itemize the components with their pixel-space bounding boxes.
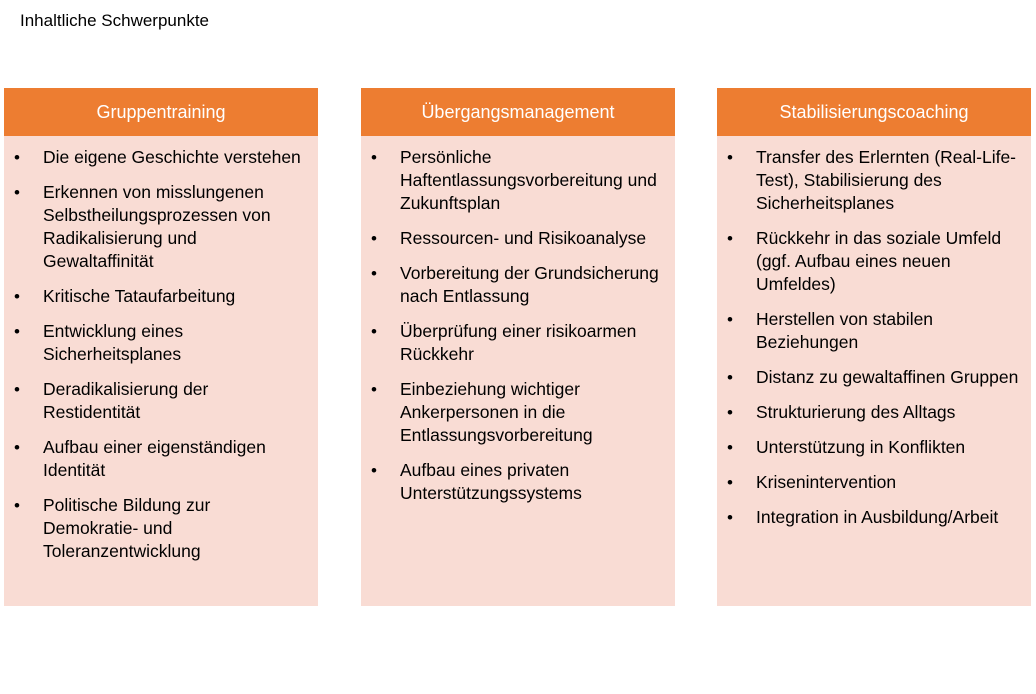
bullet-icon: • — [14, 322, 20, 341]
bullet-icon: • — [727, 310, 733, 329]
list-item: • Überprüfung einer risikoarmen Rückkehr — [371, 321, 637, 364]
list-item: • Politische Bildung zur Demokratie- und Toleranzentwicklung — [14, 495, 211, 561]
list-item: • Entwicklung eines Sicherheitsplanes — [14, 321, 184, 364]
list-item: • Die eigene Geschichte verstehen — [14, 147, 301, 167]
bullet-icon: • — [371, 461, 377, 480]
list-item: • Kritische Tataufarbeitung — [14, 286, 236, 306]
item-list — [717, 136, 1031, 529]
list-item: • Aufbau eines privaten Unterstützungssystems — [371, 460, 582, 503]
column-gruppentraining — [4, 88, 318, 606]
column-stabilisierungscoaching — [717, 88, 1031, 606]
column-uebergangsmanagement — [361, 88, 675, 606]
bullet-icon: • — [727, 403, 733, 422]
list-item: • Deradikalisierung der Restidentität — [14, 379, 209, 422]
bullet-icon: • — [371, 380, 377, 399]
bullet-icon: • — [727, 229, 733, 248]
list-item: • Erkennen von misslungenen Selbstheilungsprozessen von Radikalisierung und Gewaltaffinität — [14, 182, 271, 271]
list-item: • Persönliche Haftentlassungsvorbereitung und Zukunftsplan — [371, 147, 657, 213]
column-header: Übergangsmanagement — [361, 88, 675, 136]
column-header: Gruppentraining — [4, 88, 318, 136]
list-item: • Integration in Ausbildung/Arbeit — [727, 507, 999, 527]
column-header: Stabilisierungscoaching — [717, 88, 1031, 136]
item-list — [361, 136, 675, 505]
bullet-icon: • — [727, 438, 733, 457]
bullet-icon: • — [14, 380, 20, 399]
list-item: • Strukturierung des Alltags — [727, 402, 956, 422]
bullet-icon: • — [14, 183, 20, 202]
bullet-icon: • — [727, 473, 733, 492]
bullet-icon: • — [371, 264, 377, 283]
list-item: • Aufbau einer eigenständigen Identität — [14, 437, 266, 480]
bullet-icon: • — [14, 496, 20, 515]
bullet-icon: • — [727, 148, 733, 167]
list-item: • Distanz zu gewaltaffinen Gruppen — [727, 367, 1019, 387]
bullet-icon: • — [371, 229, 377, 248]
list-item: • Krisenintervention — [727, 472, 897, 492]
bullet-icon: • — [371, 322, 377, 341]
list-item: • Herstellen von stabilen Beziehungen — [727, 309, 934, 352]
bullet-icon: • — [371, 148, 377, 167]
list-item: • Rückkehr in das soziale Umfeld (ggf. Aufbau eines neuen Umfeldes) — [727, 228, 1002, 294]
list-item: • Vorbereitung der Grundsicherung nach Entlassung — [371, 263, 659, 306]
bullet-icon: • — [14, 287, 20, 306]
page-title: Inhaltliche Schwerpunkte — [20, 11, 210, 30]
bullet-icon: • — [14, 438, 20, 457]
list-item: • Einbeziehung wichtiger Ankerpersonen in die Entlassungsvorbereitung — [371, 379, 593, 445]
bullet-icon: • — [727, 368, 733, 387]
bullet-icon: • — [14, 148, 20, 167]
item-list — [4, 136, 318, 563]
list-item: • Unterstützung in Konflikten — [727, 437, 966, 457]
list-item: • Transfer des Erlernten (Real-Life-Test), Stabilisierung des Sicherheitsplanes — [727, 147, 1017, 213]
bullet-icon: • — [727, 508, 733, 527]
list-item: • Ressourcen- und Risikoanalyse — [371, 228, 647, 248]
